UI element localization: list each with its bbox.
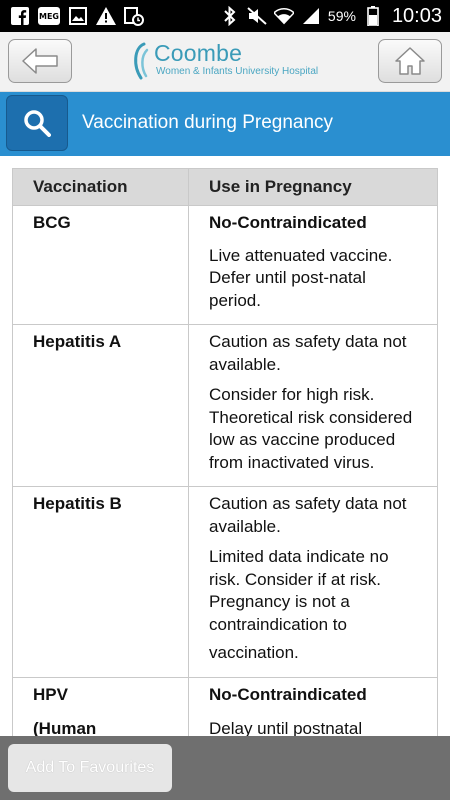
logo-name: Coombe — [154, 40, 243, 66]
meg-app-icon: MEG — [38, 7, 60, 25]
vaccination-name — [13, 325, 189, 487]
note-text: Limited data indicate no risk. Consider if at risk. Pregnancy is not a contraindication to — [209, 547, 389, 634]
search-icon — [23, 109, 51, 137]
vaccination-table — [12, 168, 438, 736]
system-icons — [220, 4, 442, 28]
warning-icon — [96, 6, 116, 26]
facebook-icon — [10, 6, 30, 26]
table-header-row — [13, 169, 438, 206]
clock: 10:03 — [391, 4, 442, 27]
status-bar — [0, 0, 450, 32]
status-text: No-Contraindicated — [209, 213, 367, 232]
vaccination-name — [13, 677, 189, 736]
use-in-pregnancy-cell — [189, 206, 438, 325]
add-to-favourites-button[interactable]: Add To Favourites — [8, 744, 172, 792]
search-button[interactable] — [6, 95, 68, 151]
mute-icon — [247, 6, 267, 26]
column-header-vaccination: Vaccination — [13, 169, 189, 206]
vaccination-name-extra: (Human — [33, 719, 97, 736]
app-header — [0, 32, 450, 92]
notification-icons — [10, 5, 144, 27]
column-header-use-in-pregnancy: Use in Pregnancy — [189, 169, 438, 206]
title-bar — [0, 92, 450, 156]
note-text: Live attenuated vaccine. Defer until post-natal period. — [209, 245, 393, 310]
use-in-pregnancy-cell — [189, 677, 438, 736]
vaccination-name-text: Hepatitis B — [33, 494, 122, 513]
content-scroll-area[interactable] — [0, 156, 450, 736]
home-button[interactable] — [378, 39, 442, 83]
status-text: No-Contraindicated — [209, 684, 367, 704]
note-text: Delay until postnatal — [209, 719, 363, 736]
vaccination-name-text: BCG — [33, 213, 71, 232]
battery-icon — [363, 6, 383, 26]
wifi-icon — [274, 6, 294, 26]
table-row — [13, 677, 438, 736]
logo-mark-icon — [132, 40, 150, 82]
bluetooth-icon — [220, 6, 240, 26]
image-icon — [68, 6, 88, 26]
note-text: Consider for high risk. Theoretical risk considered low as vaccine produced from inactivated virus. — [209, 385, 413, 472]
vaccination-name — [13, 206, 189, 325]
bottom-bar — [0, 736, 450, 800]
calendar-clock-icon — [124, 6, 144, 26]
battery-percent: 59% — [327, 8, 356, 24]
vaccination-name-text: HPV — [33, 684, 68, 704]
note-text: Caution as safety data not available. — [209, 332, 407, 374]
vaccination-name — [13, 487, 189, 678]
table-row — [13, 325, 438, 487]
page-title: Vaccination during Pregnancy — [82, 112, 334, 133]
vaccination-name-text: Hepatitis A — [33, 332, 122, 351]
logo-subtitle: Women & Infants University Hospital — [156, 66, 319, 77]
table-row — [13, 206, 438, 325]
table-row — [13, 487, 438, 678]
back-arrow-icon — [22, 48, 58, 74]
coombe-logo — [132, 40, 318, 86]
back-button[interactable] — [8, 39, 72, 83]
use-in-pregnancy-cell — [189, 325, 438, 487]
signal-icon — [301, 6, 321, 26]
note-text: vaccination. — [209, 643, 299, 662]
note-text: Caution as safety data not available. — [209, 494, 407, 536]
use-in-pregnancy-cell — [189, 487, 438, 678]
home-icon — [395, 47, 425, 75]
